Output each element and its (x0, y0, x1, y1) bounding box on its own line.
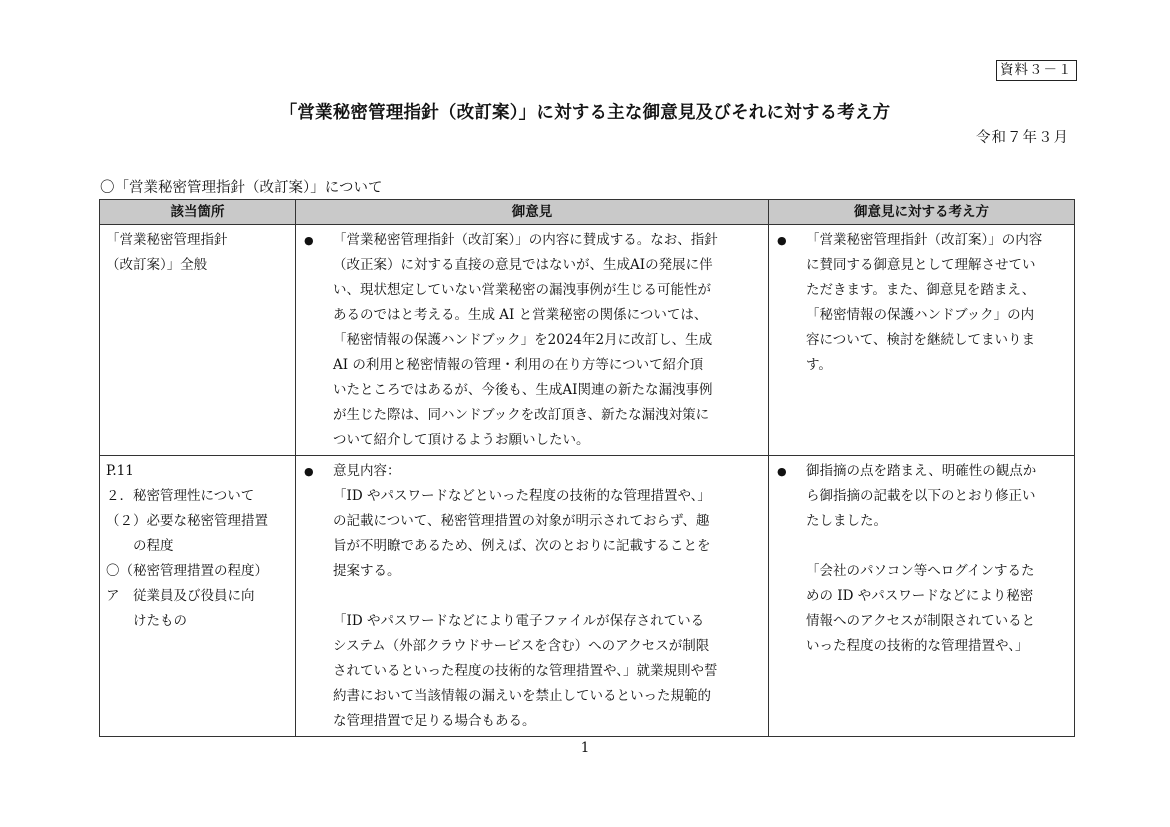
opinion-line: ついて紹介して頂けるようお願いしたい。 (333, 432, 590, 448)
opinion-cell (296, 225, 769, 456)
response-line: 容について、検討を継続してまいりま (806, 332, 1035, 348)
opinion-line: 提案する。 (333, 563, 401, 579)
opinion-line: （改正案）に対する直接の意見ではないが、生成AIの発展に伴 (333, 257, 713, 273)
response-line: 情報へのアクセスが制限されていると (806, 613, 1036, 629)
response-line: ● 御指摘の点を踏まえ、明確性の観点か (806, 463, 1037, 479)
response-line: ただきます。また、御意見を踏まえ、 (806, 282, 1036, 298)
location-line: けたもの (106, 613, 187, 629)
location-line: ア 従業員及び役員に向 (106, 588, 255, 604)
header-location: 該当箇所 (100, 200, 296, 225)
opinion-line: 旨が不明瞭であるため、例えば、次のとおりに記載することを (333, 538, 711, 554)
blank-line (806, 534, 1068, 559)
opinion-line: されているといった程度の技術的な管理措置や、」就業規則や誓 (333, 663, 718, 679)
location-line: （改訂案）」全般 (106, 257, 208, 273)
response-line: す。 (806, 357, 832, 373)
opinion-line: い、現状想定していない営業秘密の漏洩事例が生じる可能性が (333, 282, 711, 298)
table-row (100, 225, 1075, 456)
response-line: いった程度の技術的な管理措置や、」 (806, 638, 1029, 654)
document-date: 令和７年３月 (976, 130, 1069, 146)
response-line: に賛同する御意見として理解させてい (806, 257, 1036, 273)
location-line: ２．秘密管理性について (106, 488, 255, 504)
response-line: 「秘密情報の保護ハンドブック」の内 (806, 307, 1035, 323)
opinion-line: あるのではと考える。生成 AI と営業秘密の関係については、 (333, 307, 708, 323)
opinion-line: ● 「営業秘密管理指針（改訂案）」の内容に賛成する。なお、指針 (333, 232, 718, 248)
opinion-line: システム（外部クラウドサービスを含む）へのアクセスが制限 (333, 638, 710, 654)
document-title: 「営業秘密管理指針（改訂案）」に対する主な御意見及びそれに対する考え方 (279, 103, 891, 123)
document-id-badge: 資料３－１ (996, 60, 1077, 81)
opinion-line: 「秘密情報の保護ハンドブック」を2024年2月に改訂し、生成 (333, 332, 713, 348)
response-line: たしました。 (806, 513, 887, 529)
bullet-item (775, 228, 1068, 378)
section-heading: 〇「営業秘密管理指針（改訂案）」について (100, 180, 383, 196)
header-response: 御意見に対する考え方 (769, 200, 1075, 225)
header-opinion: 御意見 (296, 200, 769, 225)
response-line: めの ID やパスワードなどにより秘密 (806, 588, 1034, 604)
bullet-item (775, 459, 1068, 659)
opinion-line: AI の利用と秘密情報の管理・利用の在り方等について紹介頂 (333, 357, 704, 373)
table-row (100, 456, 1075, 737)
location-cell (100, 225, 296, 456)
response-cell (769, 225, 1075, 456)
location-line: の程度 (106, 538, 174, 554)
opinion-line: が生じた際は、同ハンドブックを改訂頂き、新たな漏洩対策に (333, 407, 710, 423)
response-line: ら御指摘の記載を以下のとおり修正い (806, 488, 1036, 504)
opinion-line: ● 意見内容： (333, 463, 401, 479)
response-cell (769, 456, 1075, 737)
opinion-line: 約書において当該情報の漏えいを禁止しているといった規範的 (333, 688, 711, 704)
opinion-cell (296, 456, 769, 737)
opinions-table (99, 199, 1075, 737)
opinion-line: 「ID やパスワードなどにより電子ファイルが保存されている (333, 613, 705, 629)
bullet-item (302, 459, 762, 734)
response-line: ● 「営業秘密管理指針（改訂案）」の内容 (806, 232, 1043, 248)
opinion-line: いたところではあるが、今後も、生成AI関連の新たな漏洩事例 (333, 382, 713, 398)
location-line: （２）必要な秘密管理措置 (106, 513, 268, 529)
location-line: 〇（秘密管理措置の程度） (106, 563, 268, 579)
table-header-row (100, 200, 1075, 225)
bullet-item (302, 228, 762, 453)
location-line: P.11 (106, 463, 134, 479)
blank-line (333, 584, 762, 609)
location-line: 「営業秘密管理指針 (106, 232, 228, 248)
response-line: 「会社のパソコン等へログインするた (806, 563, 1035, 579)
location-cell (100, 456, 296, 737)
page-number: 1 (580, 740, 590, 756)
opinion-line: の記載について、秘密管理措置の対象が明示されておらず、趣 (333, 513, 710, 529)
opinion-line: な管理措置で足りる場合もある。 (333, 713, 536, 729)
opinion-line: 「ID やパスワードなどといった程度の技術的な管理措置や、」 (333, 488, 711, 504)
